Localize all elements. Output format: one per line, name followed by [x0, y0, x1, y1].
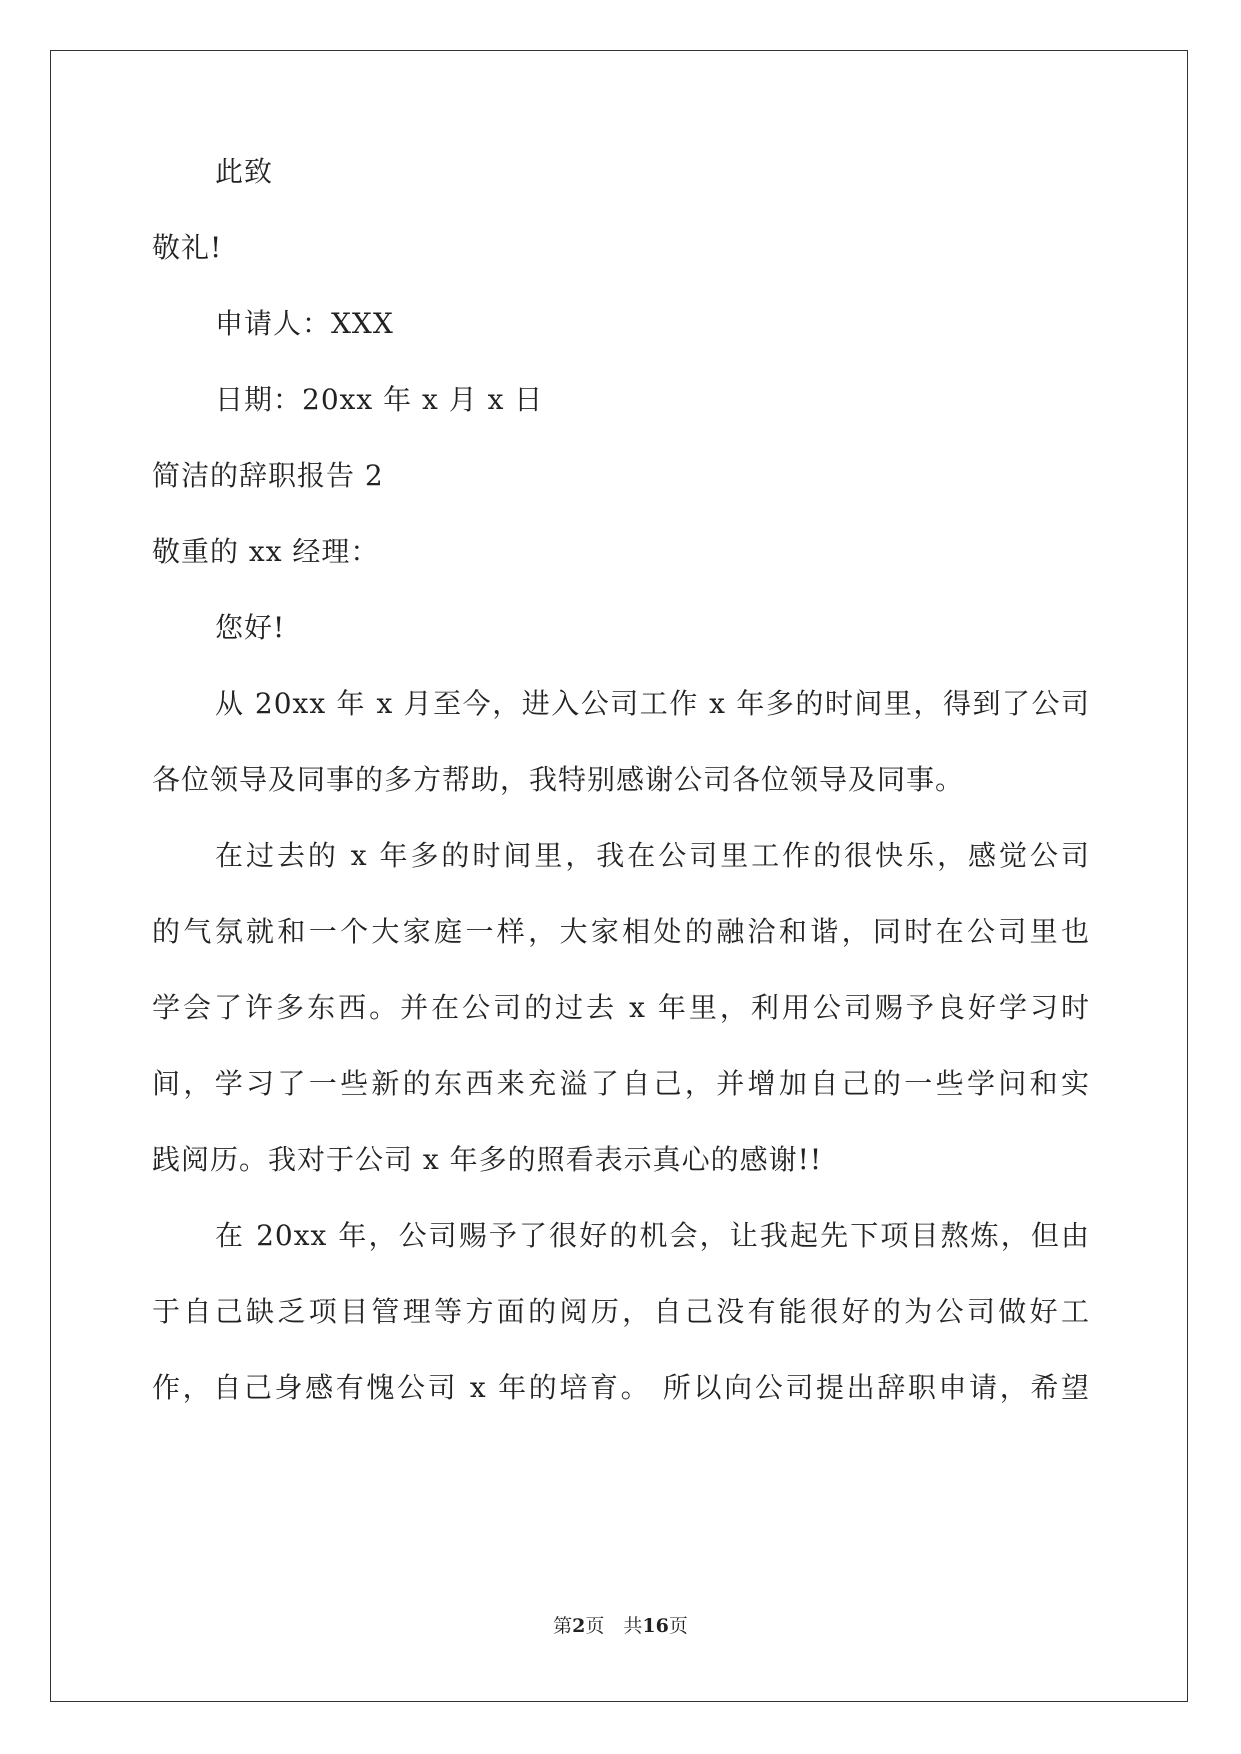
- current-page-number: 2: [572, 1615, 586, 1637]
- paragraph-line: 于自己缺乏项目管理等方面的阅历，自己没有能很好的为公司做好工: [152, 1295, 1090, 1328]
- date-line: 日期：20xx 年 x 月 x 日: [215, 383, 544, 416]
- total-pages-number: 16: [642, 1615, 669, 1637]
- section-title: 简洁的辞职报告 2: [152, 459, 384, 492]
- paragraph-line: 作，自己身感有愧公司 x 年的培育。 所以向公司提出辞职申请，希望: [152, 1371, 1090, 1404]
- paragraph-line: 践阅历。我对于公司 x 年多的照看表示真心的感谢!!: [152, 1143, 823, 1176]
- page-mid: 页 共: [585, 1615, 643, 1637]
- applicant-line: 申请人：XXX: [215, 307, 394, 340]
- greeting-line: 您好!: [215, 611, 286, 644]
- paragraph-line: 从 20xx 年 x 月至今，进入公司工作 x 年多的时间里，得到了公司: [215, 687, 1090, 720]
- page-prefix: 第: [553, 1615, 573, 1637]
- paragraph-line: 学会了许多东西。并在公司的过去 x 年里，利用公司赐予良好学习时: [152, 991, 1090, 1024]
- paragraph-line: 各位领导及同事的多方帮助，我特别感谢公司各位领导及同事。: [152, 763, 965, 796]
- paragraph-line: 的气氛就和一个大家庭一样，大家相处的融洽和谐，同时在公司里也: [152, 915, 1090, 948]
- paragraph-line: 在过去的 x 年多的时间里，我在公司里工作的很快乐，感觉公司: [215, 839, 1090, 872]
- salute-line: 敬礼!: [152, 231, 223, 264]
- page-border: [50, 50, 1188, 1702]
- closing-line: 此致: [215, 155, 274, 188]
- page-suffix: 页: [668, 1615, 688, 1637]
- recipient-line: 敬重的 xx 经理：: [152, 535, 380, 568]
- page-footer: [0, 1614, 1241, 1638]
- paragraph-line: 在 20xx 年，公司赐予了很好的机会，让我起先下项目熬炼，但由: [215, 1219, 1090, 1252]
- paragraph-line: 间，学习了一些新的东西来充溢了自己，并增加自己的一些学问和实: [152, 1067, 1090, 1100]
